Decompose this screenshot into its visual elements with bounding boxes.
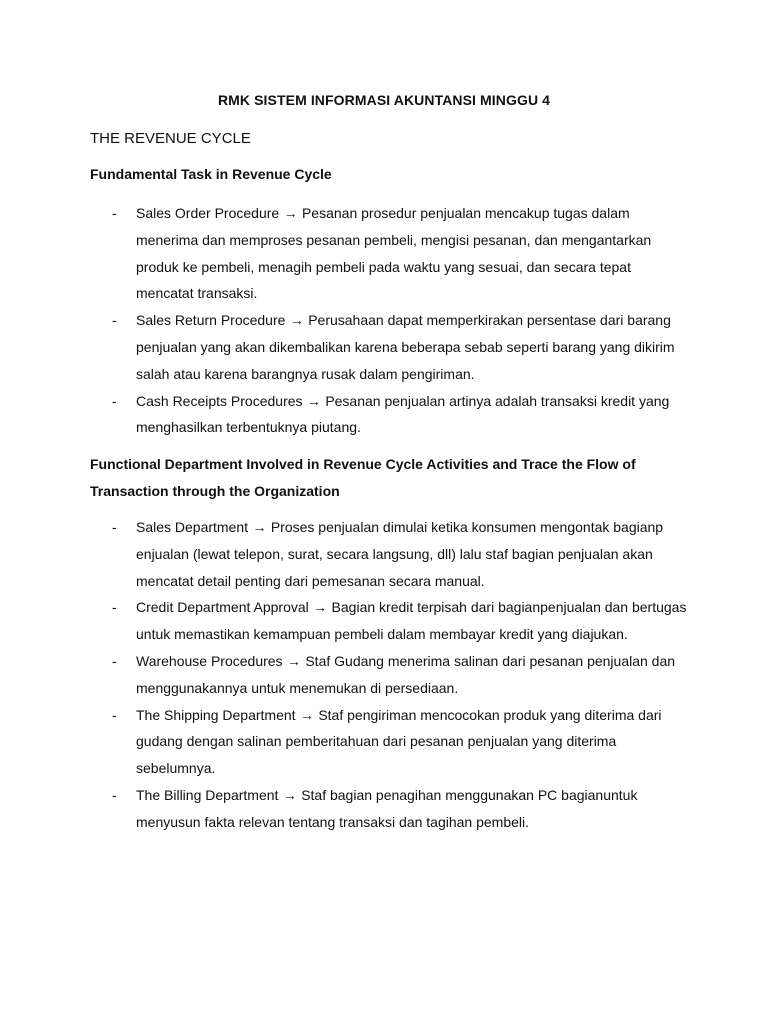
list-item-term: Cash Receipts Procedures [136,392,303,409]
list-item-term: Warehouse Procedures [136,652,283,669]
right-arrow-icon: → [282,786,297,803]
right-arrow-icon: → [286,652,301,669]
list-item [90,702,690,782]
functional-department-list [90,514,690,836]
section-heading-fundamental-tasks: Fundamental Task in Revenue Cycle [90,166,332,182]
right-arrow-icon: → [289,312,304,329]
list-item-text: Perusahaan dapat memperkirakan persentase dari barang penjualan yang akan dikembalikan karena beberapa sebab seperti barang yang dikirim salah atau karena barangnya rusak dalam pengiriman. [136,312,675,382]
bullet: - [112,786,117,803]
document-title: RMK SISTEM INFORMASI AKUNTANSI MINGGU 4 [217,92,551,108]
list-item [90,388,690,442]
list-item [90,307,690,387]
list-item-text: Proses penjualan dimulai ketika konsumen mengontak bagianp enjualan (lewat telepon, surat, secara langsung, dll) lalu staf bagian penjualan akan mencatat detail penting dari pemesanan secara manual. [136,519,664,589]
list-item-term: Sales Order Procedure [136,205,280,221]
bullet: - [112,652,117,669]
bullet: - [112,392,117,409]
list-item-text: Bagian kredit terpisah dari bagianpenjualan dan bertugas untuk memastikan kemampuan pembeli dalam membayar kredit yang diajukan. [136,599,687,643]
bullet: - [112,599,117,616]
document-subtitle: THE REVENUE CYCLE [90,130,251,147]
list-item [90,594,690,648]
list-item [90,648,690,702]
list-item-term: Sales Return Procedure [136,312,286,329]
right-arrow-icon: → [283,205,298,221]
list-item-text: Staf bagian penagihan menggunakan PC bagianuntuk menyusun fakta relevan tentang transaksi dan tagihan pembeli. [136,786,638,830]
bullet: - [112,205,117,221]
fundamental-task-list [90,200,690,441]
right-arrow-icon: → [313,599,328,616]
section-heading-functional-departments: Functional Department Involved in Revenue Cycle Activities and Trace the Flow of Transaction through the Organization [90,456,636,499]
list-item-text: Pesanan penjualan artinya adalah transaksi kredit yang menghasilkan terbentuknya piutang. [136,392,670,436]
bullet: - [112,312,117,329]
bullet: - [112,706,117,723]
right-arrow-icon: → [252,519,267,535]
list-item-term: The Billing Department [136,786,279,803]
bullet: - [112,519,117,535]
list-item-text: Staf pengiriman mencocokan produk yang diterima dari gudang dengan salinan pemberitahuan dari pesanan penjualan yang diterima sebelumnya. [136,706,662,777]
list-item-text: Staf Gudang menerima salinan dari pesanan penjualan dan menggunakannya untuk menemukan di persediaan. [136,652,676,696]
right-arrow-icon: → [299,706,314,723]
list-item-term: The Shipping Department [136,706,296,723]
right-arrow-icon: → [306,392,321,409]
list-item [90,514,690,594]
list-item-text: Pesanan prosedur penjualan mencakup tugas dalam menerima dan memproses pesanan pembeli, mengisi pesanan, dan mengantarkan produk ke pembeli, menagih pembeli pada waktu yang sesuai, dan secara tepat mencatat transaksi. [136,205,652,302]
list-item-term: Sales Department [136,519,249,535]
list-item-term: Credit Department Approval [136,599,309,616]
list-item [90,200,690,307]
list-item [90,782,690,836]
